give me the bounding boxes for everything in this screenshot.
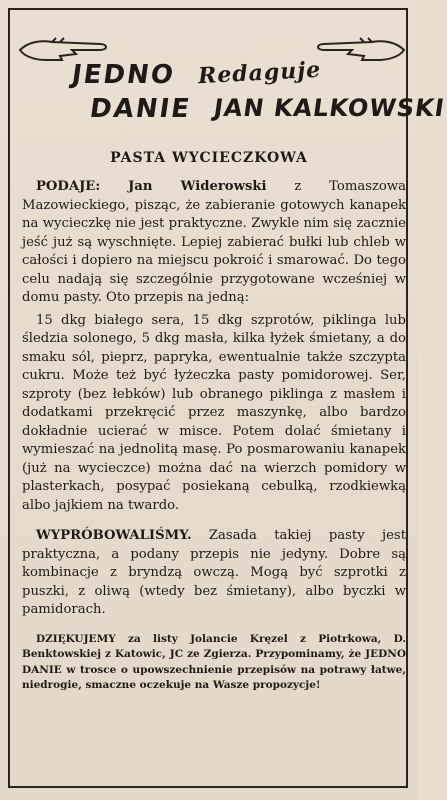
tested-lead: WYPRÓBOWALIŚMY. [36,528,192,543]
header-line1: JEDNO [69,60,177,90]
paragraph-tested [22,527,406,620]
intro-lead: PODAJE: [36,179,101,194]
header-redaguje: Redaguje [197,56,322,90]
header-author: JAN KALKOWSKI [212,94,447,122]
tested-text: Zasada takiej pasty jest praktyczna, a podany przepis nie jedyny. Dobre są kombinacje z bryndzą owczą. Mogą być szprotki z puszki, z oliwą (wtedy bez śmietany), albo byczki w pamidorach. [22,528,406,617]
header-line2: DANIE [87,94,194,124]
paragraph-intro [22,178,406,308]
article-body [22,178,406,706]
article-title: PASTA WYCIECZKOWA [110,150,308,166]
intro-text: z Tomaszowa Mazowieckiego, pisząc, że zabieranie gotowych kanapek na wycieczkę nie jest praktyczne. Zwykle nim się zacznie jeść już są wyschnięte. Lepiej zabierać bułki lub chleb w całości i dopiero na miejscu pokroić i smarować. Do tego celu nadają się szczególnie przygotowane wcześniej w domu pasty. Oto przepis na jedną: [22,179,406,305]
intro-name: Jan Widerowski [128,179,267,194]
column-header [16,18,447,124]
paragraph-thanks: DZIĘKUJEMY za listy Jolancie Kręzel z Piotrkowa, D. Benktowskiej z Katowic, JC ze Zgierza. Przypominamy, że JEDNO DANIE w trosce o upowszechnienie przepisów na potrawy łatwe, niedrogie, smaczne oczekuje na Wasze propozycje! [22,632,406,691]
paragraph-recipe: 15 dkg białego sera, 15 dkg szprotów, piklinga lub śledzia solonego, 5 dkg masła, kilka łyżek śmietany, a do smaku sól, pieprz, papryka, ewentualnie także szczypta cukru. Może też być łyżeczka pasty pomidorowej. Ser, szproty (bez łebków) lub obranego piklinga z masłem i dodatkami przekręcić przez maszynkę, albo bardzo dokładnie ucierać w misce. Potem dolać śmietany i wymieszać na jednolitą masę. Po posmarowaniu kanapek (już na wycieczce) można dać na wierzch pomidory w plasterkach, posypać posiekaną cebulką, rzodkiewką albo jajkiem na twardo. [22,312,406,513]
